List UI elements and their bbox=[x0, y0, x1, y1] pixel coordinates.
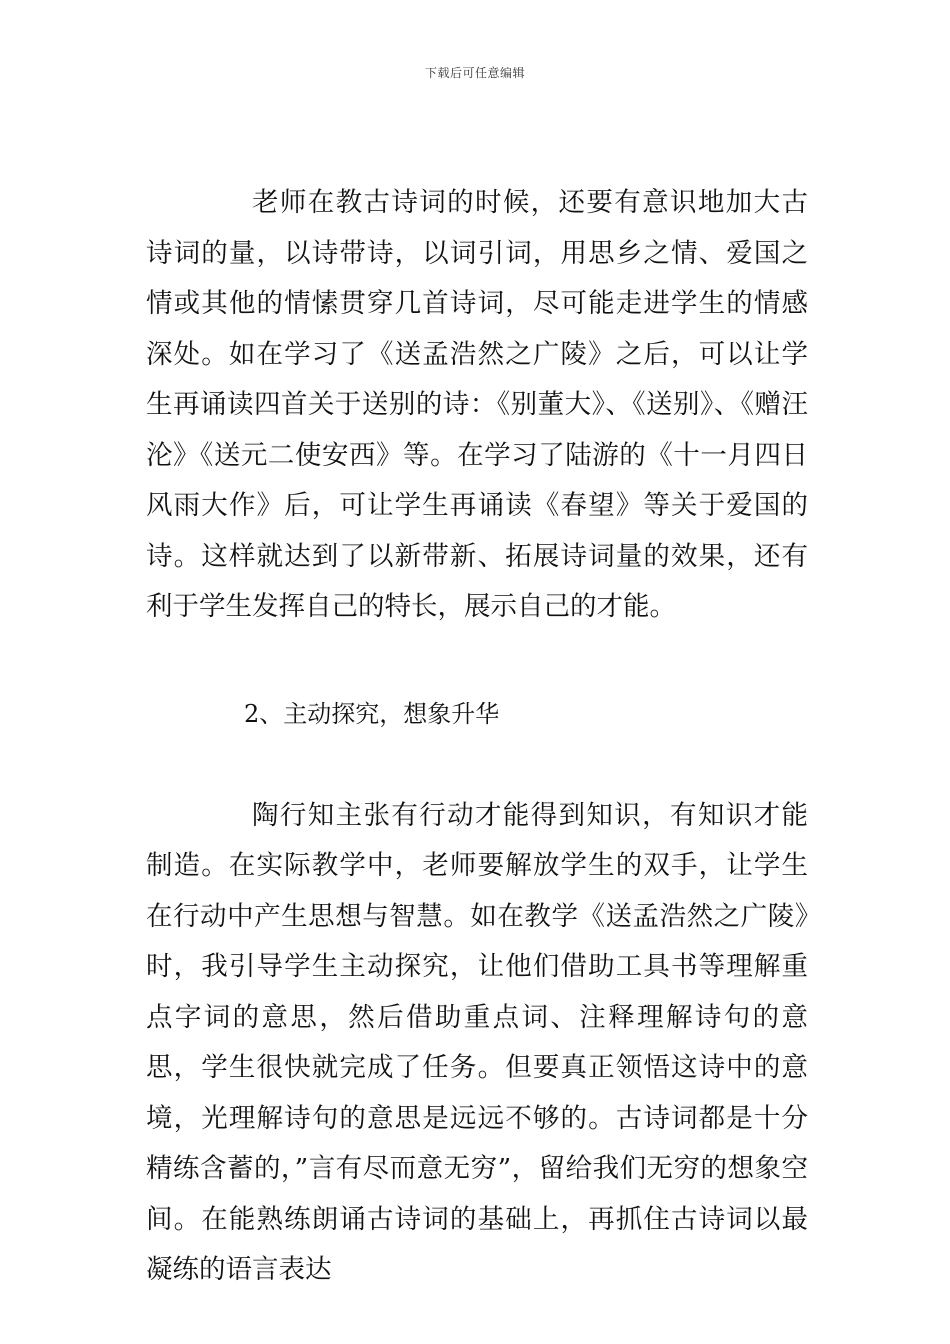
paragraph-1: 老师在教古诗词的时候，还要有意识地加大古诗词的量，以诗带诗，以词引词，用思乡之情、爱国之情或其他的情愫贯穿几首诗词，尽可能走进学生的情感深处。如在学习了《送孟浩然之广陵》之后，可以让学生再诵读四首关于送别的诗：《别董大》、《送别》、《赠汪沦》《送元二使安西》等。在学习了陆游的《十一月四日风雨大作》后，可让学生再诵读《春望》等关于爱国的诗。这样就达到了以新带新、拓展诗词量的效果，还有利于学生发挥自己的特长，展示自己的才能。 bbox=[146, 187, 808, 622]
page-header: 下载后可任意编辑 bbox=[424, 66, 525, 80]
document-body bbox=[146, 178, 808, 1296]
paragraph-2: 陶行知主张有行动才能得到知识，有知识才能制造。在实际教学中，老师要解放学生的双手，让学生在行动中产生思想与智慧。如在教学《送孟浩然之广陵》时，我引导学生主动探究，让他们借助工具书等理解重点字词的意思，然后借助重点词、注释理解诗句的意思，学生很快就完成了任务。但要真正领悟这诗中的意境，光理解诗句的意思是远远不够的。古诗词都是十分精练含蓄的，”言有尽而意无穷”，留给我们无穷的想象空间。在能熟练朗诵古诗词的基础上，再抓住古诗词以最凝练的语言表达 bbox=[146, 799, 808, 1285]
section-heading: 2、主动探究，想象升华 bbox=[244, 699, 500, 728]
